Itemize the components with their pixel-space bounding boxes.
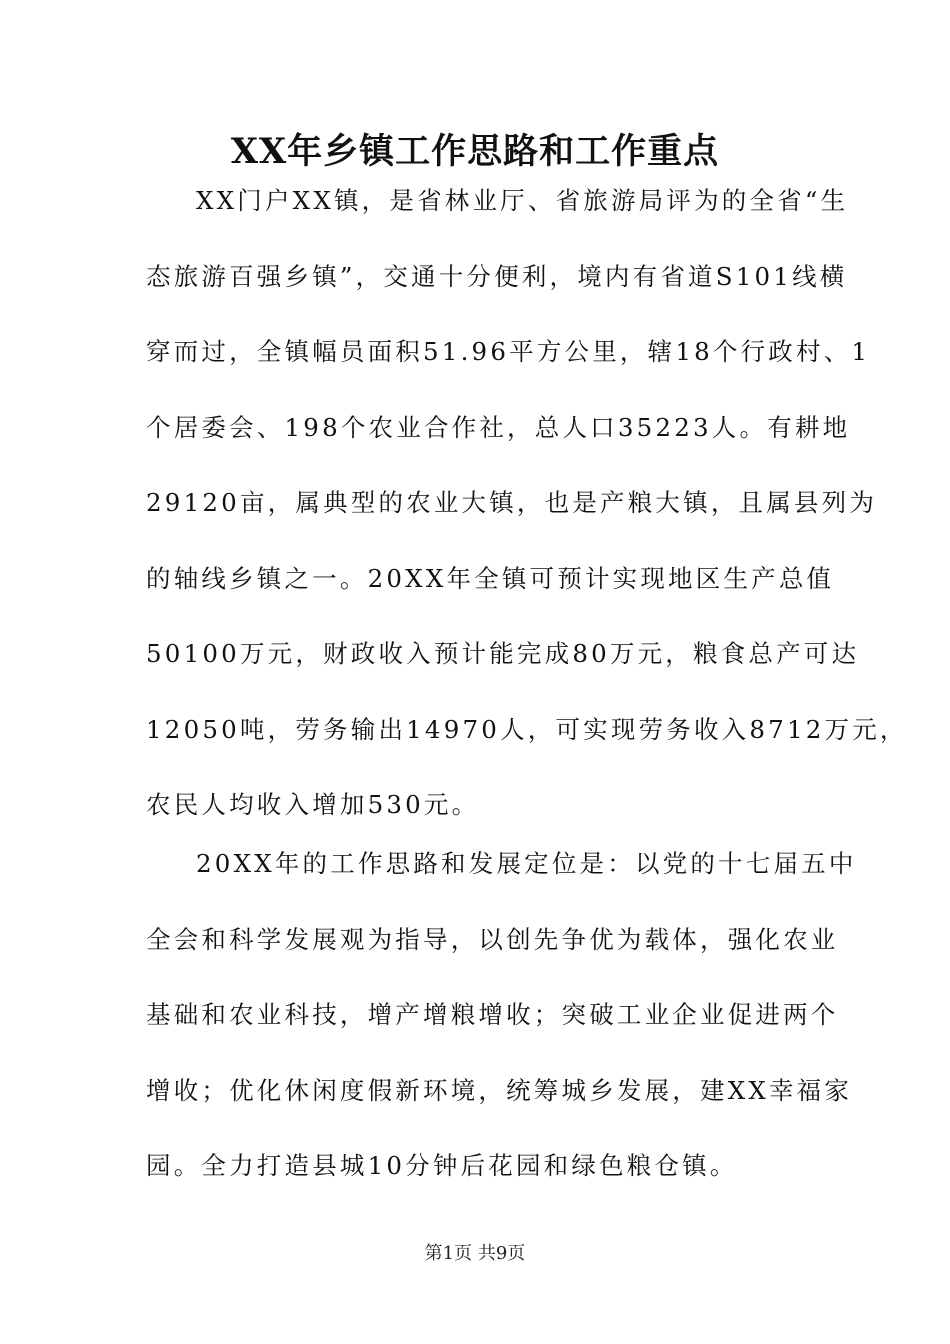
paragraph-line: 全会和科学发展观为指导，以创先争优为载体，强化农业 [146,924,839,954]
page-number-footer: 第1页 共9页 [424,1243,526,1264]
paragraph-line: 29120亩，属典型的农业大镇，也是产粮大镇，且属县列为 [146,488,878,517]
paragraph-line: 的轴线乡镇之一。20XX年全镇可预计实现地区生产总值 [146,563,835,593]
paragraph-line: 个居委会、198个农业合作社，总人口35223人。有耕地 [146,412,851,442]
paragraph-line: 12050吨，劳务输出14970人，可实现劳务收入8712万元， [146,714,908,744]
paragraph-line: 园。全力打造县城10分钟后花园和绿色粮仓镇。 [146,1151,738,1180]
document-title: XX年乡镇工作思路和工作重点 [230,131,720,172]
paragraph-line: 农民人均收入增加530元。 [146,790,480,819]
paragraph-line: 20XX年的工作思路和发展定位是：以党的十七届五中 [196,849,857,878]
paragraph-line: 基础和农业科技，增产增粮增收；突破工业企业促进两个 [146,1000,839,1029]
paragraph-line: 50100万元，财政收入预计能完成80万元，粮食总产可达 [146,639,860,668]
paragraph-line: 增收；优化休闲度假新环境，统筹城乡发展，建XX幸福家 [146,1075,853,1105]
paragraph-line: 态旅游百强乡镇”，交通十分便利，境内有省道S101线横 [146,261,848,291]
paragraph-line: 穿而过，全镇幅员面积51.96平方公里，辖18个行政村、1 [146,337,871,366]
paragraph-overview [146,180,908,860]
paragraph-line: XX门户XX镇，是省林业厅、省旅游局评为的全省“生 [196,186,849,215]
paragraph-work-plan [146,843,857,1221]
